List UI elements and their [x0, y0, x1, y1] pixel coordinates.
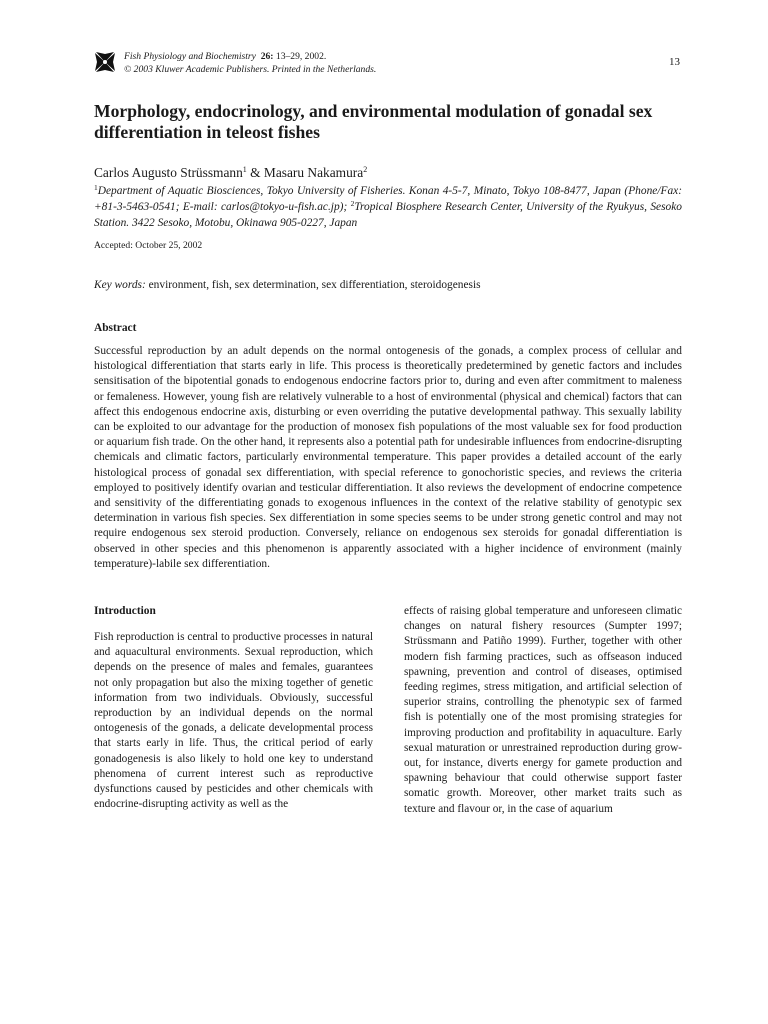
authors [94, 165, 367, 181]
accepted-date: Accepted: October 25, 2002 [94, 240, 203, 251]
affil-1: Department of Aquatic Biosciences, Tokyo University of Fisheries. Konan 4-5-7, Minato, Tokyo 108-8477, Japan (Phone/Fax: +81-3-5463-0541; E-mail: carlos@tokyo-u-fish.ac.jp); [94, 185, 682, 213]
author-2-affil-mark: 2 [363, 165, 368, 174]
journal-pages-year: 13–29, 2002. [273, 51, 327, 62]
keywords-label: Key words: [94, 279, 146, 291]
abstract-text: Successful reproduction by an adult depends on the normal ontogenesis of the gonads, a complex process of cellular and histological differentiation that starts early in life. This process is theoretically predetermined by genetic factors and includes sensitisation of the bipotential gonads to endogenous endocrine factors prior to, during and even after commitment to maleness or femaleness. However, young fish are relatively vulnerable to a host of environmental (physical and chemical) factors that can affect this endogenous endocrine axis, disturbing or even overriding the putative developmental pathway. This sexually lability can be exploited to our advantage for the production of monosex fish populations of the most valuable sex for food production or aquarium fish trade. On the other hand, it represents also a potential path for undesirable influences from endocrine-disrupting chemicals and climatic factors, particularly environmental temperature. This paper provides a detailed account of the early histological process of gonadal sex differentiation, with special reference to gonochoristic species, and reviews the criteria employed to positively identify ovarian and testicular differentiation. It also reviews the development of endocrine competence and sensitivity of the differentiating gonads to exogenous influences in the context of the relative stability of genotypic sex determination in various fish species. Sex differentiation in some species seems to be under strong genetic control and may not require endogenous sex steroid production. Conversely, reliance on endogenous sex steroids for gonadal differentiation is observed in other species and this phenomenon is apparently associated with a higher incidence of environment (mainly temperature)-labile sex differentiation. [94, 345, 682, 570]
keywords [94, 279, 481, 291]
left-column [94, 604, 373, 812]
introduction-left-text: Fish reproduction is central to productive processes in natural and aquacultural environments. Sexual reproduction, which depends on the presence of males and females, guarantees not only propagation but also the mixing together of genetic information from two individuals. Obviously, successful reproduction by an individual depends on the normal ontogenesis of the gonads, a delicate developmental process that starts early in life. Thus, the critical period of early gonadogenesis is also likely to hold one key to understand phenomena of current interest such as reproductive dysfunctions caused by pesticides and other chemicals with endocrine-disrupting activity as well as the [94, 631, 373, 811]
introduction-heading: Introduction [94, 605, 156, 617]
copyright-line: © 2003 Kluwer Academic Publishers. Printed in the Netherlands. [124, 63, 377, 75]
journal-volume: 26: [260, 51, 274, 62]
publisher-logo-icon [93, 50, 117, 74]
journal-name: Fish Physiology and Biochemistry [124, 51, 256, 62]
keywords-list: environment, fish, sex determination, sex differentiation, steroidogenesis [145, 279, 481, 291]
journal-citation [124, 51, 376, 76]
right-column [404, 604, 682, 817]
affil-2: Tropical Biosphere Research Center, University of the Ryukyus, Sesoko Station. 3422 Sesoko, Motobu, Okinawa 905-0227, Japan [94, 201, 682, 229]
article-title: Morphology, endocrinology, and environmental modulation of gonadal sex differentiation in teleost fishes [94, 101, 653, 142]
page-number: 13 [669, 56, 680, 68]
author-1: Carlos Augusto Strüssmann [94, 165, 243, 180]
author-2: Masaru Nakamura [263, 165, 364, 180]
introduction-right-text: effects of raising global temperature and unforeseen climatic changes on natural fishery resources (Sumpter 1997; Strüssmann and Patiño 1999). Further, together with other modern fish farming practices, such as offseason induced spawning, prevention and control of diseases, optimised feeding regimes, stress mitigation, and artificial selection of superior strains, controlling the phenotypic sex of farmed fish is potentially one of the most promising strategies for improving production and profitability in aquaculture. Early sexual maturation or unrestrained reproduction during growout, for instance, diverts energy for gamete production and spawning behaviour that could otherwise support faster somatic growth. Moreover, other market traits such as texture and flavour or, in the case of aquarium [404, 605, 682, 815]
affiliations [94, 183, 682, 231]
abstract-heading: Abstract [94, 322, 137, 334]
affil-1-mark: 1 [94, 183, 98, 192]
author-1-affil-mark: 1 [242, 165, 247, 174]
author-separator: & [246, 165, 264, 180]
affil-2-mark: 2 [350, 199, 355, 208]
